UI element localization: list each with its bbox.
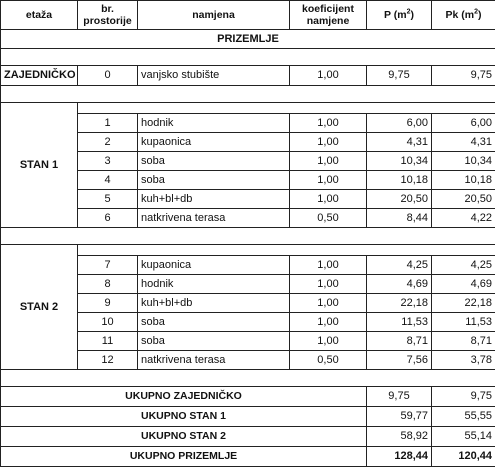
header-koeficijent: koeficijent namjene: [290, 1, 367, 30]
table-row: [1, 66, 495, 86]
cell-p: 10,34: [367, 152, 432, 171]
group-label-stan2: STAN 2: [1, 245, 78, 370]
cell-p: 4,25: [367, 256, 432, 275]
total-p: 58,92: [367, 427, 432, 447]
cell-p: 8,71: [367, 332, 432, 351]
total-label: UKUPNO PRIZEMLJE: [1, 447, 367, 467]
header-row: [1, 1, 495, 30]
total-label: UKUPNO ZAJEDNIČKO: [1, 387, 367, 407]
group-label-stan1: STAN 1: [1, 103, 78, 228]
cell-br: 8: [78, 275, 138, 294]
cell-br: 12: [78, 351, 138, 370]
cell-br: 11: [78, 332, 138, 351]
cell-koef: 0,50: [290, 209, 367, 228]
cell-p: 7,56: [367, 351, 432, 370]
cell-p: 11,53: [367, 313, 432, 332]
cell-br: 0: [78, 66, 138, 86]
cell-br: 1: [78, 114, 138, 133]
cell-pk: 6,00: [432, 114, 495, 133]
cell-namjena: hodnik: [138, 114, 290, 133]
cell-p: 20,50: [367, 190, 432, 209]
cell-br: 7: [78, 256, 138, 275]
cell-namjena: soba: [138, 171, 290, 190]
cell-p: 8,44: [367, 209, 432, 228]
group-label-zajednicko: ZAJEDNIČKO: [1, 66, 78, 86]
total-row: [1, 427, 495, 447]
cell-namjena: kupaonica: [138, 256, 290, 275]
total-p: 128,44: [367, 447, 432, 467]
cell-br: 10: [78, 313, 138, 332]
cell-br: 6: [78, 209, 138, 228]
total-p: 9,75: [367, 387, 432, 407]
cell-koef: 1,00: [290, 256, 367, 275]
total-label: UKUPNO STAN 1: [1, 407, 367, 427]
cell-namjena: soba: [138, 332, 290, 351]
cell-koef: 1,00: [290, 152, 367, 171]
total-row: [1, 407, 495, 427]
cell-namjena: kuh+bl+db: [138, 190, 290, 209]
cell-pk: 11,53: [432, 313, 495, 332]
cell-pk: 20,50: [432, 190, 495, 209]
cell-br: 4: [78, 171, 138, 190]
cell-pk: 3,78: [432, 351, 495, 370]
total-pk: 9,75: [432, 387, 495, 407]
cell-pk: 8,71: [432, 332, 495, 351]
cell-pk: 4,22: [432, 209, 495, 228]
cell-namjena: hodnik: [138, 275, 290, 294]
cell-pk: 22,18: [432, 294, 495, 313]
header-p: P $(m^2)$: [367, 1, 432, 30]
header-namjena: namjena: [138, 1, 290, 30]
cell-p: 9,75: [367, 66, 432, 86]
cell-namjena: vanjsko stubište: [138, 66, 290, 86]
table-row: [1, 103, 495, 114]
gap-row: [1, 228, 495, 245]
section-title: PRIZEMLJE: [1, 30, 495, 49]
cell-pk: 10,34: [432, 152, 495, 171]
cell-namjena: natkrivena terasa: [138, 351, 290, 370]
cell-koef: 1,00: [290, 294, 367, 313]
total-label: UKUPNO STAN 2: [1, 427, 367, 447]
cell-br: 3: [78, 152, 138, 171]
cell-pk: 9,75: [432, 66, 495, 86]
cell-koef: 1,00: [290, 171, 367, 190]
cell-br: 5: [78, 190, 138, 209]
cell-pk: 4,69: [432, 275, 495, 294]
cell-namjena: soba: [138, 152, 290, 171]
cell-pk: 10,18: [432, 171, 495, 190]
cell-koef: 1,00: [290, 275, 367, 294]
total-p: 59,77: [367, 407, 432, 427]
cell-namjena: natkrivena terasa: [138, 209, 290, 228]
cell-namjena: soba: [138, 313, 290, 332]
cell-koef: 1,00: [290, 133, 367, 152]
total-pk: 55,14: [432, 427, 495, 447]
header-etaza: etaža: [1, 1, 78, 30]
gap-row: [1, 370, 495, 387]
total-pk: 55,55: [432, 407, 495, 427]
cell-koef: 1,00: [290, 66, 367, 86]
cell-p: 4,69: [367, 275, 432, 294]
cell-namjena: kuh+bl+db: [138, 294, 290, 313]
cell-p: 4,31: [367, 133, 432, 152]
header-broj: br. prostorije: [78, 1, 138, 30]
cell-br: 2: [78, 133, 138, 152]
cell-p: 22,18: [367, 294, 432, 313]
cell-koef: 1,00: [290, 313, 367, 332]
cell-koef: 1,00: [290, 190, 367, 209]
cell-br: 9: [78, 294, 138, 313]
cell-pk: 4,25: [432, 256, 495, 275]
cell-namjena: kupaonica: [138, 133, 290, 152]
table-row: [1, 245, 495, 256]
cell-p: 6,00: [367, 114, 432, 133]
total-row: [1, 447, 495, 467]
cell-p: 10,18: [367, 171, 432, 190]
cell-pk: 4,31: [432, 133, 495, 152]
total-pk: 120,44: [432, 447, 495, 467]
cell-koef: 0,50: [290, 351, 367, 370]
total-row: [1, 387, 495, 407]
cell-koef: 1,00: [290, 114, 367, 133]
cell-koef: 1,00: [290, 332, 367, 351]
gap-row: [1, 86, 495, 103]
section-row: [1, 30, 495, 49]
gap-row: [1, 49, 495, 66]
header-pk: Pk $(m^2)$: [432, 1, 495, 30]
